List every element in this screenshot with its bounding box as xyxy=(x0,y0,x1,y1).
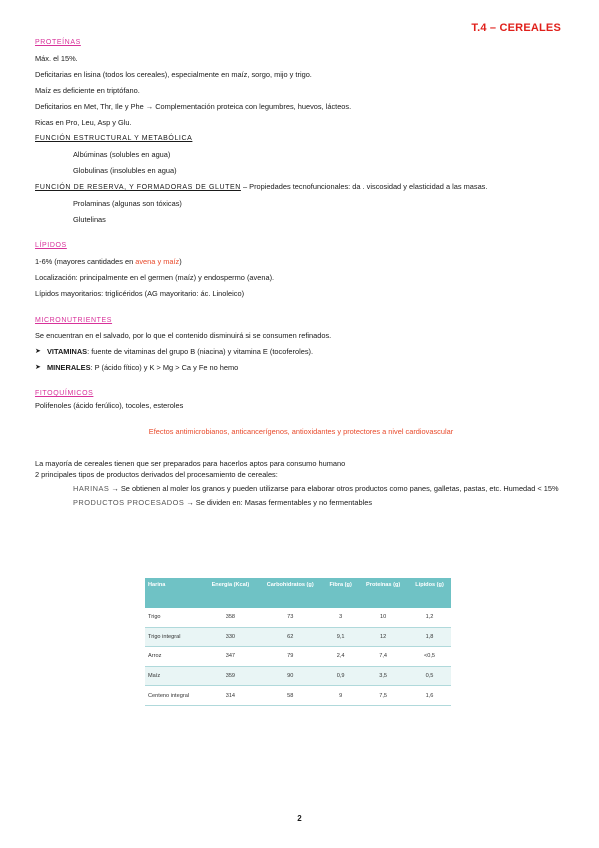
list-item: Globulinas (insolubles en agua) xyxy=(73,166,177,176)
table-cell: Centeno integral xyxy=(145,686,203,706)
table-cell: 79 xyxy=(257,647,323,667)
paragraph: Deficitarias en lisina (todos los cereales), especialmente en maíz, sorgo, mijo y trigo. xyxy=(35,69,312,79)
table xyxy=(145,578,451,706)
table-cell: 1,6 xyxy=(408,686,451,706)
bullet-label: VITAMINAS xyxy=(47,347,88,357)
paragraph: Lípidos mayoritarios: triglicéridos (AG mayoritario: ác. Linoleico) xyxy=(35,289,245,299)
table-cell: 10 xyxy=(358,608,408,627)
paragraph: 2 principales tipos de productos derivados del procesamiento de cereales: xyxy=(35,469,278,479)
table-cell: 73 xyxy=(257,608,323,627)
table-cell: 1,8 xyxy=(408,627,451,647)
document-body xyxy=(35,38,567,514)
bullet-body: : P (ácido fítico) y K > Mg > Ca y Fe no hemo xyxy=(90,363,239,373)
section-heading-proteinas: PROTEÍNAS xyxy=(35,39,81,46)
table-cell: 3,5 xyxy=(358,666,408,686)
table-row xyxy=(145,666,451,686)
table-cell: Trigo xyxy=(145,608,203,627)
paragraph: Deficitarios en Met, Thr, Ile y Phe → Complementación proteica con legumbres, huevos, lácteos. xyxy=(35,102,352,112)
table-cell: 2,4 xyxy=(323,647,358,667)
paragraph: La mayoría de cereales tienen que ser preparados para hacerlos aptos para consumo humano xyxy=(35,458,346,468)
table-cell: 314 xyxy=(203,686,257,706)
subheading-funcion-reserva: FUNCIÓN DE RESERVA, Y FORMADORAS DE GLUTEN xyxy=(35,184,241,192)
table-cell: 58 xyxy=(257,686,323,706)
list-item xyxy=(35,347,567,357)
procesados-paragraph xyxy=(35,498,567,508)
list-item: Prolaminas (algunas son tóxicas) xyxy=(73,199,182,209)
effects-highlight: Efectos antimicrobianos, anticancerígenos, antioxidantes y protectores a nivel cardiovascular xyxy=(148,426,454,436)
harinas-label: HARINAS xyxy=(73,483,110,493)
table-cell: 0,9 xyxy=(323,666,358,686)
column-header: Fibra (g) xyxy=(329,582,352,588)
table-cell: 330 xyxy=(203,627,257,647)
nutrition-table xyxy=(145,578,451,706)
table-row xyxy=(145,627,451,647)
table-cell: 7,4 xyxy=(358,647,408,667)
paragraph: Se encuentran en el salvado, por lo que el contenido disminuirá si se consumen refinados. xyxy=(35,331,332,341)
table-cell: Arroz xyxy=(145,647,203,667)
list-item: Glutelinas xyxy=(73,215,106,225)
table-row xyxy=(145,608,451,627)
table-header-row xyxy=(145,578,451,608)
column-header: Energía (Kcal) xyxy=(211,582,250,588)
paragraph: Ricas en Pro, Leu, Asp y Glu. xyxy=(35,118,132,128)
column-header: Proteínas (g) xyxy=(366,582,401,588)
section-heading-fitoquimicos: FITOQUÍMICOS xyxy=(35,390,94,398)
harinas-paragraph xyxy=(35,484,567,494)
table-cell: 9,1 xyxy=(323,627,358,647)
list-item: Albúminas (solubles en agua) xyxy=(73,150,171,160)
document-title: T.4 – CEREALES xyxy=(471,22,561,34)
paragraph xyxy=(35,257,567,267)
lipidos-line1-suffix: ) xyxy=(179,257,182,267)
paragraph: Localización: principalmente en el germen (maíz) y endospermo (avena). xyxy=(35,273,275,283)
table-row xyxy=(145,647,451,667)
table-cell: 12 xyxy=(358,627,408,647)
lipidos-highlight: avena y maíz xyxy=(135,257,180,267)
arrow-bullet-icon: ➤ xyxy=(35,348,41,356)
paragraph: Maíz es deficiente en triptófano. xyxy=(35,85,140,95)
bullet-label: MINERALES xyxy=(47,363,91,373)
table-cell: 7,5 xyxy=(358,686,408,706)
paragraph: Máx. el 15%. xyxy=(35,53,78,63)
table-cell: 62 xyxy=(257,627,323,647)
bullet-text xyxy=(47,363,238,373)
bullet-text xyxy=(47,347,313,357)
table-cell: 3 xyxy=(323,608,358,627)
table-cell: 1,2 xyxy=(408,608,451,627)
table-cell: 359 xyxy=(203,666,257,686)
procesados-label: PRODUCTOS PROCESADOS xyxy=(73,497,185,507)
funcion-reserva-text: – Propiedades tecnofuncionales: da . viscosidad y elasticidad a las masas. xyxy=(240,182,488,192)
lipidos-line1-prefix: 1-6% (mayores cantidades en xyxy=(35,257,136,267)
section-heading-lipidos: LÍPIDOS xyxy=(35,242,67,250)
table-cell: 9 xyxy=(323,686,358,706)
table-cell: 347 xyxy=(203,647,257,667)
arrow-bullet-icon: ➤ xyxy=(35,364,41,372)
column-header: Lípidos (g) xyxy=(415,582,444,588)
column-header: Carbohidratos (g) xyxy=(266,582,314,588)
section-heading-micronutrientes: MICRONUTRIENTES xyxy=(35,316,113,324)
table-cell: 90 xyxy=(257,666,323,686)
table-cell: Trigo integral xyxy=(145,627,203,647)
table-cell: 0,5 xyxy=(408,666,451,686)
table-row xyxy=(145,686,451,706)
table-cell: 358 xyxy=(203,608,257,627)
funcion-reserva-paragraph xyxy=(35,182,567,192)
table-cell: <0,5 xyxy=(408,647,451,667)
list-item xyxy=(35,363,567,373)
harinas-text: → Se obtienen al moler los granos y pueden utilizarse para elaborar otros productos como panes, galletas, pastas, etc. Humedad < 15% xyxy=(109,483,559,493)
table-cell: Maíz xyxy=(145,666,203,686)
page-number: 2 xyxy=(297,814,302,823)
paragraph: Polifenoles (ácido ferúlico), tocoles, esteroles xyxy=(35,400,184,410)
subheading-funcion-estructural: FUNCIÓN ESTRUCTURAL Y METABÓLICA xyxy=(35,135,193,143)
procesados-text: → Se dividen en: Masas fermentables y no fermentables xyxy=(184,497,373,507)
column-header: Harina xyxy=(148,582,166,588)
bullet-body: : fuente de vitaminas del grupo B (niacina) y vitamina E (tocoferoles). xyxy=(87,347,314,357)
